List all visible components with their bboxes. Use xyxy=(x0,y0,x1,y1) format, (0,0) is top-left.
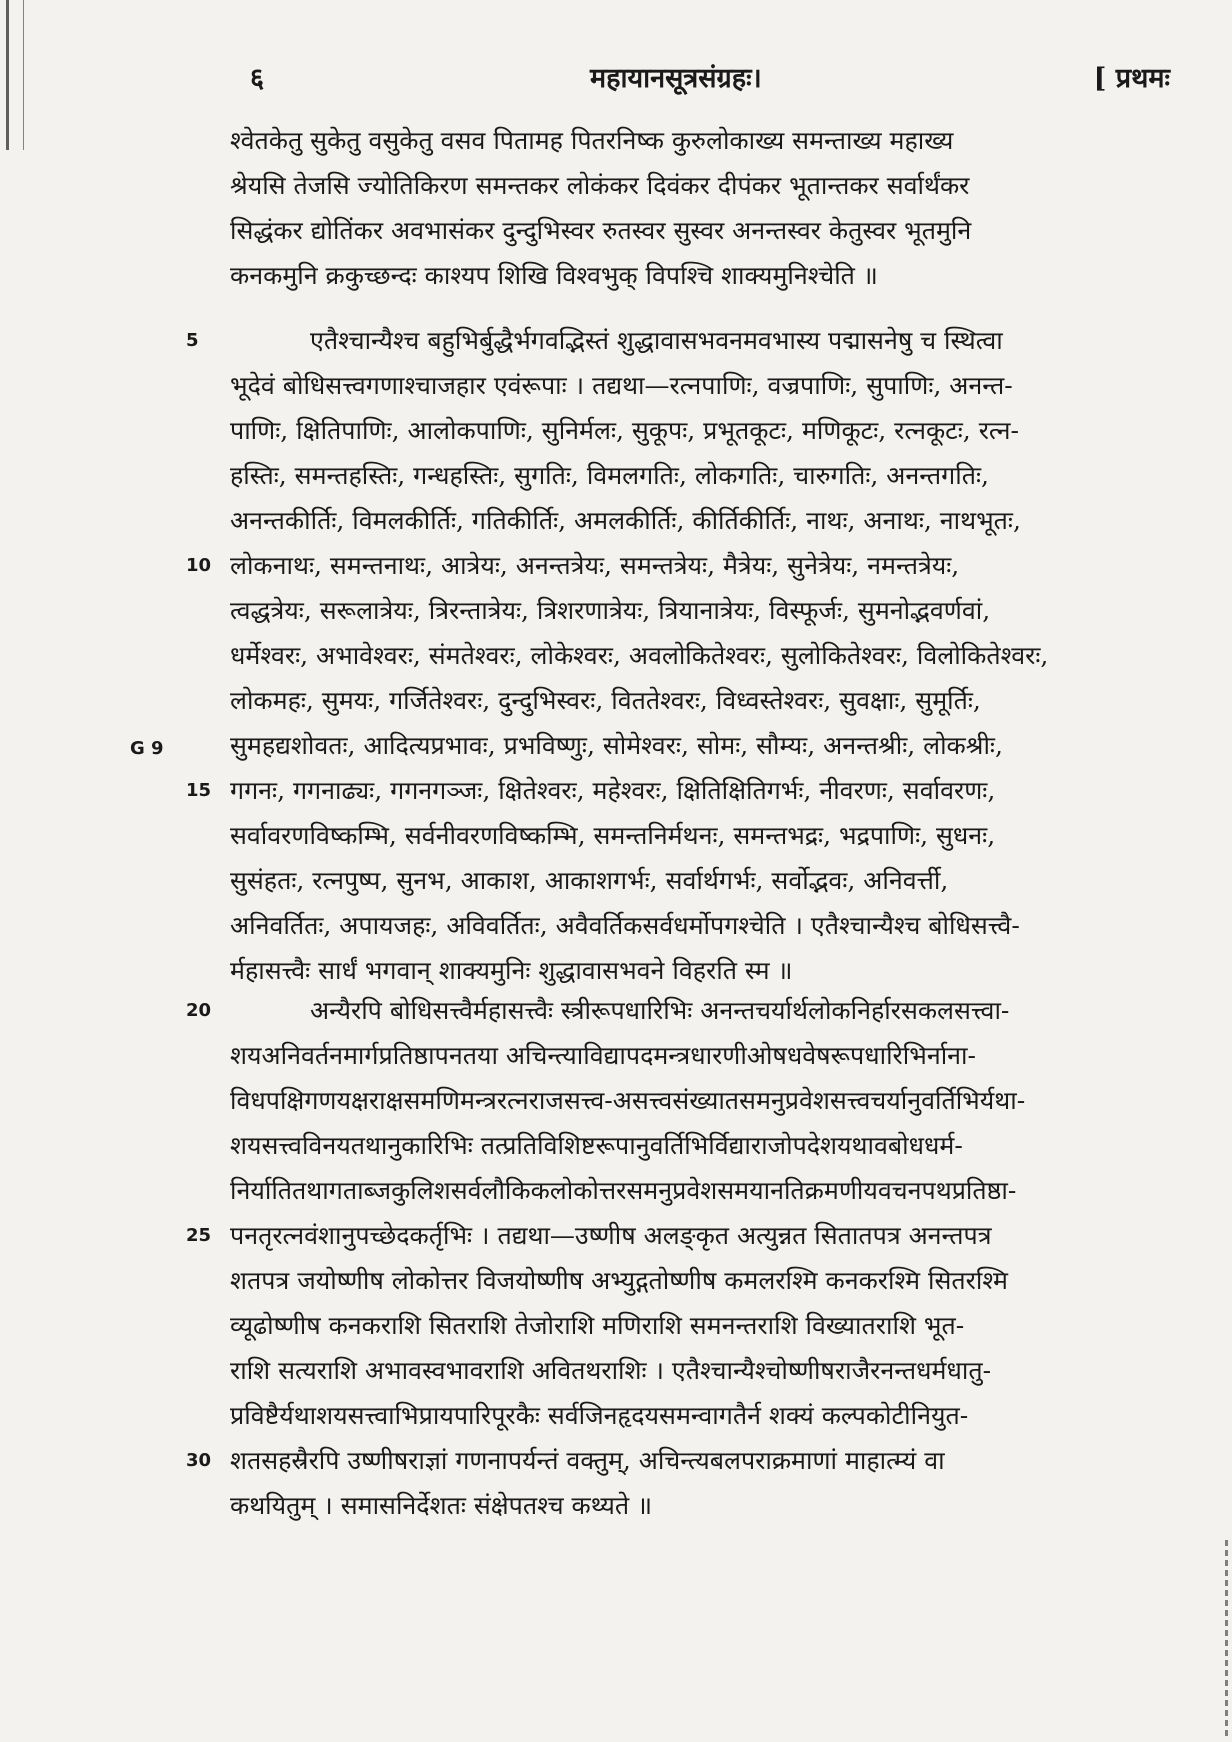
line-number: 25 xyxy=(186,1225,212,1246)
line-text: राशि सत्यराशि अभावस्वभावराशि अवितथराशिः । एतैश्चान्यैश्चोष्णीषराजैरनन्तधर्मधातु- xyxy=(230,1356,992,1385)
text-line xyxy=(186,318,1150,363)
text-line xyxy=(190,1078,1150,1123)
line-text: अन्यैरपि बोधिसत्त्वैर्महासत्त्वैः स्त्रीरूपधारिभिः अनन्तचर्यार्थलोकनिर्हारसकलसत्त्वा- xyxy=(310,996,1010,1025)
line-text: गगनः, गगनाढ्यः, गगनगञ्जः, क्षितेश्वरः, महेश्वरः, क्षितिक्षितिगर्भः, नीवरणः, सर्वावरणः, xyxy=(230,776,996,805)
text-line xyxy=(190,813,1150,858)
line-text: अनिवर्तितः, अपायजहः, अविवर्तितः, अवैवर्तिकसर्वधर्मोपगश्चेति । एतैश्चान्यैश्च बोधिसत्त्वै- xyxy=(230,911,1020,940)
line-text: धर्मेश्वरः, अभावेश्वरः, संमतेश्वरः, लोकेश्वरः, अवलोकितेश्वरः, सुलोकितेश्वरः, विलोकितेश्वरः, xyxy=(230,641,1049,670)
line-text: पाणिः, क्षितिपाणिः, आलोकपाणिः, सुनिर्मलः, सुकूपः, प्रभूतकूटः, मणिकूटः, रत्नकूटः, रत्न- xyxy=(230,416,1019,445)
book-title: महायानसूत्रसंग्रहः। xyxy=(590,63,762,94)
line-number: 10 xyxy=(186,555,212,576)
text-line xyxy=(190,453,1150,498)
text-line xyxy=(186,1438,1150,1483)
text-line xyxy=(190,1303,1150,1348)
line-text: श्वेतकेतु सुकेतु वसुकेतु वसव पितामह पितरनिष्क कुरुलोकाख्य समन्ताख्य महाख्य xyxy=(230,126,954,155)
text-line xyxy=(190,723,1150,768)
text-line xyxy=(190,118,1150,163)
text-line xyxy=(190,1123,1150,1168)
line-text: अनन्तकीर्तिः, विमलकीर्तिः, गतिकीर्तिः, अमलकीर्तिः, कीर्तिकीर्तिः, नाथः, अनाथः, नाथभूतः, xyxy=(230,506,1021,535)
line-text: कथयितुम् । समासनिर्देशतः संक्षेपतश्च कथ्यते ॥ xyxy=(230,1491,653,1520)
line-text: सुसंहतः, रत्नपुष्प, सुनभ, आकाश, आकाशगर्भः, सर्वार्थगर्भः, सर्वोद्भवः, अनिवर्त्ती, xyxy=(230,866,949,895)
text-line xyxy=(186,988,1150,1033)
verse-paragraph-1 xyxy=(190,118,1150,298)
line-text: लोकनाथः, समन्तनाथः, आत्रेयः, अनन्तत्रेयः, समन्तत्रेयः, मैत्रेयः, सुनेत्रेयः, नमन्तत्रेयः, xyxy=(230,551,960,580)
line-text: शयअनिवर्तनमार्गप्रतिष्ठापनतया अचिन्त्याविद्यापदमन्त्रधारणीओषधवेषरूपधारिभिर्नाना- xyxy=(230,1041,976,1070)
prose-paragraph-2 xyxy=(186,318,1150,993)
line-text: विधपक्षिगणयक्षराक्षसमणिमन्त्ररत्नराजसत्त्व-असत्त्वसंख्यातसमनुप्रवेशसत्त्वचर्यानुवर्तिभिर्यथा- xyxy=(230,1086,1026,1115)
line-text: भूदेवं बोधिसत्त्वगणाश्चाजहार एवंरूपाः । तद्यथा—रत्नपाणिः, वज्रपाणिः, सुपाणिः, अनन्त- xyxy=(230,371,1013,400)
margin-reference: G 9 xyxy=(130,738,164,759)
text-line xyxy=(186,768,1150,813)
line-text: प्रविष्टैर्यथाशयसत्त्वाभिप्रायपारिपूरकैः सर्वजिनहृदयसमन्वागतैर्न शक्यं कल्पकोटीनियुत- xyxy=(230,1401,969,1430)
text-line xyxy=(190,1483,1150,1528)
text-line xyxy=(190,948,1150,993)
line-text: पनतृरत्नवंशानुपच्छेदकर्तृभिः । तद्यथा—उष्णीष अलङ्कृत अत्युन्नत सितातपत्र अनन्तपत्र xyxy=(230,1221,992,1250)
text-line xyxy=(190,363,1150,408)
text-line xyxy=(190,1348,1150,1393)
line-text: शतसहस्रैरपि उष्णीषराज्ञां गणनापर्यन्तं वक्तुम्, अचिन्त्यबलपराक्रमाणां माहात्म्यं वा xyxy=(230,1446,945,1475)
text-line xyxy=(190,208,1150,253)
text-line xyxy=(190,163,1150,208)
line-text: निर्यातितथागताब्जकुलिशसर्वलौकिकलोकोत्तरसमनुप्रवेशसमयानतिक्रमणीयवचनपथप्रतिष्ठा- xyxy=(230,1176,1017,1205)
line-text: एतैश्चान्यैश्च बहुभिर्बुद्धैर्भगवद्भिस्तं शुद्धावासभवनमवभास्य पद्मासनेषु च स्थित्वा xyxy=(310,326,1003,355)
line-text: श्रेयसि तेजसि ज्योतिकिरण समन्तकर लोकंकर दिवंकर दीपंकर भूतान्तकर सर्वार्थंकर xyxy=(230,171,970,200)
text-line xyxy=(190,253,1150,298)
prose-paragraph-3 xyxy=(186,988,1150,1528)
line-text: शयसत्त्वविनयतथानुकारिभिः तत्प्रतिविशिष्टरूपानुवर्तिभिर्विद्याराजोपदेशयथावबोधधर्म- xyxy=(230,1131,963,1160)
line-text: कनकमुनि क्रकुच्छन्दः काश्यप शिखि विश्वभुक् विपश्चि शाक्यमुनिश्चेति ॥ xyxy=(230,261,878,290)
section-label: [ प्रथमः xyxy=(1093,63,1170,94)
text-line xyxy=(190,633,1150,678)
text-line xyxy=(190,498,1150,543)
line-text: सर्वावरणविष्कम्भि, सर्वनीवरणविष्कम्भि, समन्तनिर्मथनः, समन्तभद्रः, भद्रपाणिः, सुधनः, xyxy=(230,821,996,850)
running-header xyxy=(240,58,1170,98)
text-line xyxy=(190,678,1150,723)
binding-edge-mark xyxy=(6,0,24,150)
text-line xyxy=(190,1393,1150,1438)
text-line xyxy=(186,1213,1150,1258)
line-text: सुमहद्यशोवतः, आदित्यप्रभावः, प्रभविष्णुः, सोमेश्वरः, सोमः, सौम्यः, अनन्तश्रीः, लोकश्रीः, xyxy=(230,731,1003,760)
text-line xyxy=(190,1033,1150,1078)
line-text: शतपत्र जयोष्णीष लोकोत्तर विजयोष्णीष अभ्युद्गतोष्णीष कमलरश्मि कनकरश्मि सितरश्मि xyxy=(230,1266,1008,1295)
text-line xyxy=(190,408,1150,453)
line-text: त्वद्धत्रेयः, सरूलात्रेयः, त्रिरन्तात्रेयः, त्रिशरणात्रेयः, त्रियानात्रेयः, विस्फूर्जः, सुमनोद्भवर्णवां, xyxy=(230,596,991,625)
line-number: 20 xyxy=(186,1000,212,1021)
line-text: सिद्धंकर द्योतिंकर अवभासंकर दुन्दुभिस्वर रुतस्वर सुस्वर अनन्तस्वर केतुस्वर भूतमुनि xyxy=(230,216,972,245)
line-text: लोकमहः, सुमयः, गर्जितेश्वरः, दुन्दुभिस्वरः, विततेश्वरः, विध्वस्तेश्वरः, सुवक्षाः, सुमूर्तिः, xyxy=(230,686,981,715)
page-number: ६ xyxy=(250,63,265,94)
right-edge-mark xyxy=(1225,1540,1228,1740)
text-line xyxy=(190,1258,1150,1303)
text-line xyxy=(190,588,1150,633)
text-line xyxy=(190,1168,1150,1213)
line-number: 5 xyxy=(186,330,199,351)
line-number: 30 xyxy=(186,1450,212,1471)
line-text: व्यूढोष्णीष कनकराशि सितराशि तेजोराशि मणिराशि समनन्तराशि विख्यातराशि भूत- xyxy=(230,1311,965,1340)
text-line xyxy=(190,903,1150,948)
line-text: र्महासत्त्वैः सार्धं भगवान् शाक्यमुनिः शुद्धावासभवने विहरति स्म ॥ xyxy=(230,956,793,985)
line-number: 15 xyxy=(186,780,212,801)
text-line xyxy=(190,858,1150,903)
text-line xyxy=(186,543,1150,588)
line-text: हस्तिः, समन्तहस्तिः, गन्धहस्तिः, सुगतिः, विमलगतिः, लोकगतिः, चारुगतिः, अनन्तगतिः, xyxy=(230,461,989,490)
